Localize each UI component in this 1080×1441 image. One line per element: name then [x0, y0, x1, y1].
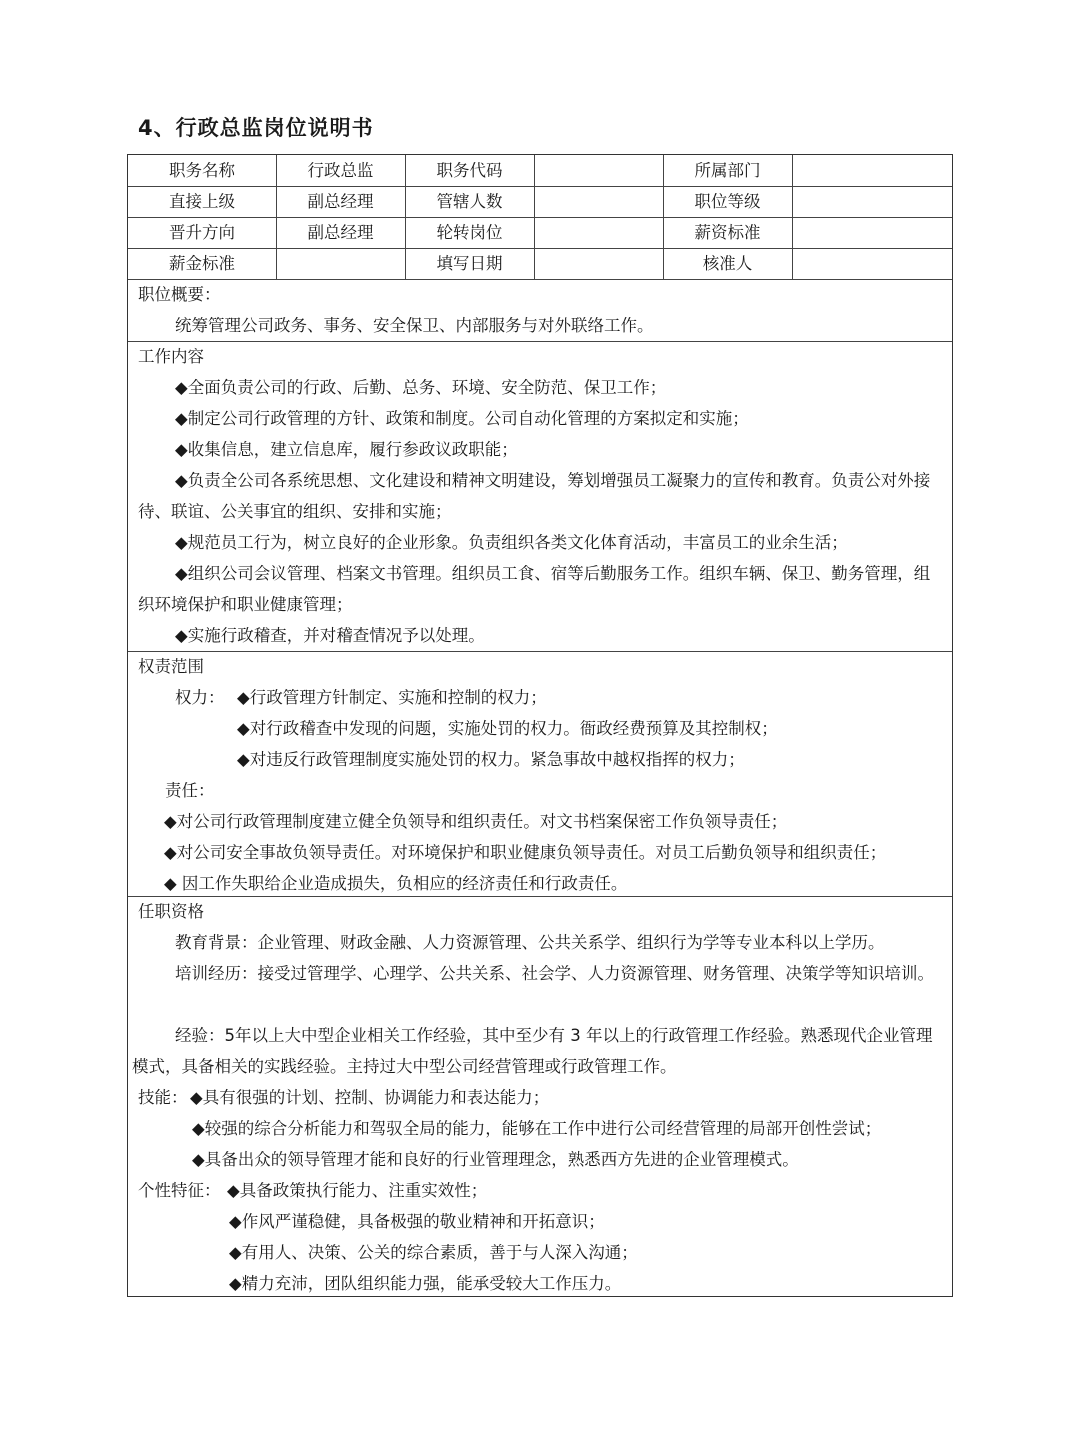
power-item: ◆行政管理方针制定、实施和控制的权力；	[237, 688, 547, 707]
training-text: 培训经历：接受过管理学、心理学、公共关系、社会学、人力资源管理、财务管理、决策学等知识培训。	[175, 964, 934, 983]
trait-item: ◆有用人、决策、公关的综合素质，善于与人深入沟通；	[229, 1243, 638, 1262]
education-text: 教育背景：企业管理、财政金融、人力资源管理、公共关系学、组织行为学等专业本科以上学历。	[175, 933, 885, 952]
info-value-superior: 副总经理	[307, 192, 374, 211]
info-label-salary-standard: 薪资标准	[694, 223, 761, 242]
skill-item: ◆具有很强的计划、控制、协调能力和表达能力；	[190, 1088, 550, 1107]
responsibility-label: 责任：	[165, 781, 215, 800]
qualification-heading: 任职资格	[138, 902, 204, 921]
info-value-salary-standard	[792, 217, 952, 248]
trait-item: ◆具备政策执行能力、注重实效性；	[227, 1181, 488, 1200]
info-value-fill-date	[534, 248, 663, 279]
responsibility-item: ◆对公司安全事故负领导责任。对环境保护和职业健康负领导责任。对员工后勤负领导和组织责任；	[164, 843, 887, 862]
info-label-title: 职务名称	[169, 161, 235, 180]
info-label-superior: 直接上级	[169, 192, 235, 211]
info-value-department	[792, 155, 952, 186]
skill-item: ◆较强的综合分析能力和驾驭全局的能力，能够在工作中进行公司经营管理的局部开创性尝试；	[192, 1119, 882, 1138]
summary-heading: 职位概要：	[138, 285, 221, 304]
power-item: ◆对违反行政管理制度实施处罚的权力。紧急事故中越权指挥的权力；	[237, 750, 745, 769]
info-value-pay-standard	[276, 248, 405, 279]
duty-item: ◆制定公司行政管理的方针、政策和制度。公司自动化管理的方案拟定和实施；	[175, 409, 749, 428]
info-label-approver: 核准人	[702, 254, 753, 273]
info-value-rotation	[534, 217, 663, 248]
document-title: 4、行政总监岗位说明书	[138, 116, 374, 140]
duty-item: ◆组织公司会议管理、档案文书管理。组织员工食、宿等后勤服务工作。组织车辆、保卫、勤务管理，组织环境保护和职业健康管理；	[138, 564, 931, 614]
responsibility-item: ◆ 因工作失职给企业造成损失，负相应的经济责任和行政责任。	[164, 874, 628, 893]
info-label-promotion: 晋升方向	[169, 223, 235, 242]
traits-label: 个性特征：	[138, 1181, 221, 1200]
responsibility-item: ◆对公司行政管理制度建立健全负领导和组织责任。对文书档案保密工作负领导责任；	[164, 812, 788, 831]
duty-item: ◆全面负责公司的行政、后勤、总务、环境、安全防范、保卫工作；	[175, 378, 667, 397]
info-label-rotation: 轮转岗位	[436, 223, 503, 242]
info-value-code	[534, 155, 663, 186]
skill-item: ◆具备出众的领导管理才能和良好的行业管理理念，熟悉西方先进的企业管理模式。	[192, 1150, 799, 1169]
experience-text: 经验：5年以上大中型企业相关工作经验，其中至少有 3 年以上的行政管理工作经验。熟悉现代企业管理模式，具备相关的实践经验。主持过大中型公司经营管理或行政管理工作。	[132, 1026, 933, 1076]
summary-text: 统筹管理公司政务、事务、安全保卫、内部服务与对外联络工作。	[175, 316, 654, 335]
trait-item: ◆作风严谨稳健，具备极强的敬业精神和开拓意识；	[229, 1212, 605, 1231]
duty-item: ◆实施行政稽查，并对稽查情况予以处理。	[175, 626, 485, 645]
info-value-title: 行政总监	[307, 161, 374, 180]
info-value-promotion: 副总经理	[307, 223, 374, 242]
info-label-fill-date: 填写日期	[436, 254, 503, 273]
info-label-headcount: 管辖人数	[436, 192, 503, 211]
power-label: 权力：	[175, 688, 225, 707]
duty-item: ◆负责全公司各系统思想、文化建设和精神文明建设，筹划增强员工凝聚力的宣传和教育。负责公对外接待、联谊、公关事宜的组织、安排和实施；	[138, 471, 931, 521]
power-item: ◆对行政稽查中发现的问题，实施处罚的权力。衙政经费预算及其控制权；	[237, 719, 778, 738]
info-value-headcount	[534, 186, 663, 217]
info-label-pay-standard: 薪金标准	[169, 254, 235, 273]
info-label-code: 职务代码	[436, 161, 503, 180]
info-value-grade	[792, 186, 952, 217]
duties-heading: 工作内容	[138, 347, 204, 366]
job-description-table	[127, 154, 953, 1297]
info-label-department: 所属部门	[694, 161, 761, 180]
authority-heading: 权责范围	[138, 657, 204, 676]
info-value-approver	[792, 248, 952, 279]
duty-item: ◆规范员工行为，树立良好的企业形象。负责组织各类文化体育活动，丰富员工的业余生活；	[175, 533, 848, 552]
trait-item: ◆精力充沛，团队组织能力强，能承受较大工作压力。	[229, 1274, 622, 1293]
skills-label: 技能：	[138, 1088, 188, 1107]
info-label-grade: 职位等级	[694, 192, 761, 211]
duty-item: ◆收集信息，建立信息库，履行参政议政职能；	[175, 440, 518, 459]
